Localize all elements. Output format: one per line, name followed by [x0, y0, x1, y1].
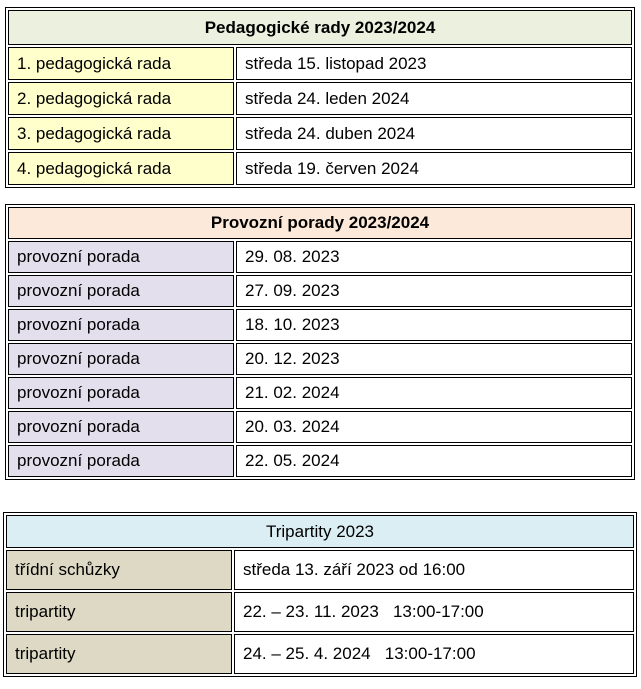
meeting-label: 2. pedagogická rada [8, 82, 234, 115]
table-row [6, 592, 634, 632]
meeting-date: středa 15. listopad 2023 [236, 47, 632, 80]
meeting-date: 20. 03. 2024 [236, 411, 632, 443]
meeting-label: tripartity [6, 592, 232, 632]
meeting-label: provozní porada [8, 309, 234, 341]
table-row [8, 241, 632, 273]
meeting-date: středa 24. duben 2024 [236, 117, 632, 150]
table-row [8, 152, 632, 185]
meeting-date: středa 13. září 2023 od 16:00 [234, 550, 634, 590]
table-row [8, 82, 632, 115]
provozni-porady-title: Provozní porady 2023/2024 [8, 207, 632, 239]
table-row [8, 47, 632, 80]
meeting-date: 24. – 25. 4. 2024 13:00-17:00 [234, 634, 634, 674]
table-row [8, 411, 632, 443]
meeting-label: provozní porada [8, 411, 234, 443]
tripartity-table [3, 512, 637, 677]
table-row [8, 343, 632, 375]
table-row [8, 445, 632, 477]
meeting-label: provozní porada [8, 241, 234, 273]
meeting-date: středa 19. červen 2024 [236, 152, 632, 185]
meeting-date: středa 24. leden 2024 [236, 82, 632, 115]
meeting-date: 29. 08. 2023 [236, 241, 632, 273]
meeting-date: 27. 09. 2023 [236, 275, 632, 307]
pedagogicke-rady-title: Pedagogické rady 2023/2024 [8, 10, 632, 45]
meeting-label: provozní porada [8, 275, 234, 307]
table-row [8, 117, 632, 150]
pedagogicke-rady-table [5, 7, 635, 188]
meeting-label: 1. pedagogická rada [8, 47, 234, 80]
meeting-date: 22. 05. 2024 [236, 445, 632, 477]
table-row [8, 377, 632, 409]
meeting-label: tripartity [6, 634, 232, 674]
meeting-label: provozní porada [8, 343, 234, 375]
meeting-label: provozní porada [8, 377, 234, 409]
meeting-date: 21. 02. 2024 [236, 377, 632, 409]
meeting-label: 4. pedagogická rada [8, 152, 234, 185]
table-row [8, 275, 632, 307]
meeting-label: provozní porada [8, 445, 234, 477]
table-row [6, 550, 634, 590]
table-row [6, 634, 634, 674]
meeting-date: 22. – 23. 11. 2023 13:00-17:00 [234, 592, 634, 632]
provozni-porady-table [5, 204, 635, 480]
tripartity-title: Tripartity 2023 [6, 515, 634, 548]
meeting-date: 18. 10. 2023 [236, 309, 632, 341]
meeting-date: 20. 12. 2023 [236, 343, 632, 375]
meeting-label: třídní schůzky [6, 550, 232, 590]
table-row [8, 309, 632, 341]
meeting-label: 3. pedagogická rada [8, 117, 234, 150]
